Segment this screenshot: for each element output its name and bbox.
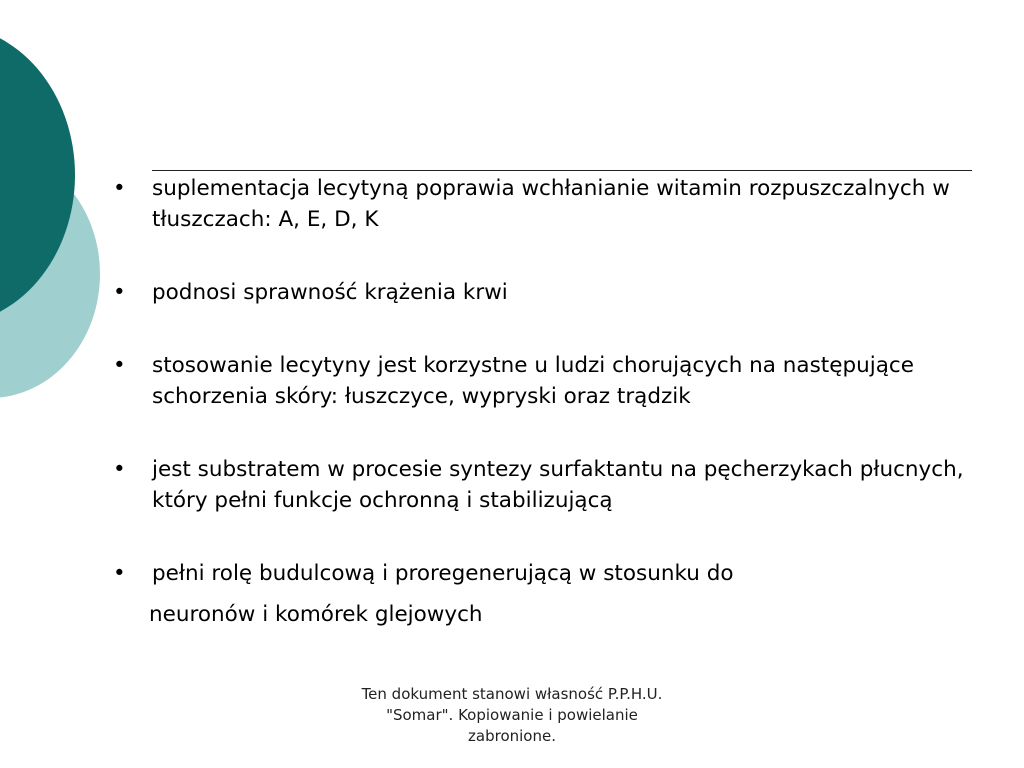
- bullet-marker: •: [113, 280, 126, 305]
- bullet-continuation-text: neuronów i komórek glejowych: [149, 602, 483, 627]
- bullet-item-skin-conditions: [113, 350, 993, 412]
- bullet-text: pełni rolę budulcową i proregenerującą w stosunku do: [152, 561, 734, 586]
- title-divider-line: [152, 170, 972, 171]
- bullet-text: suplementacja lecytyną poprawia wchłanianie witamin rozpuszczalnych w tłuszczach: A, E, D, K: [152, 176, 950, 232]
- footer-copyright-notice: Ten dokument stanowi własność P.P.H.U. "Somar". Kopiowanie i powielanie zabronione.: [361, 685, 663, 745]
- bullet-text: podnosi sprawność krążenia krwi: [152, 280, 508, 305]
- bullet-text: stosowanie lecytyny jest korzystne u ludzi chorujących na następujące schorzenia skóry: łuszczyce, wypryski oraz trądzik: [152, 353, 914, 409]
- bullet-item-lecithin-vitamins: [113, 173, 993, 235]
- bullet-marker: •: [113, 457, 126, 482]
- bullet-item-surfactant: [113, 454, 993, 516]
- bullet-marker: •: [113, 176, 126, 201]
- bullet-item-blood-circulation: [113, 277, 993, 308]
- bullet-item-neurons: [113, 558, 993, 630]
- bullet-marker: •: [113, 353, 126, 378]
- bullet-list: [113, 173, 993, 630]
- bullet-text: jest substratem w procesie syntezy surfaktantu na pęcherzykach płucnych, który pełni funkcje ochronną i stabilizującą: [152, 457, 964, 513]
- bullet-marker: •: [113, 561, 126, 586]
